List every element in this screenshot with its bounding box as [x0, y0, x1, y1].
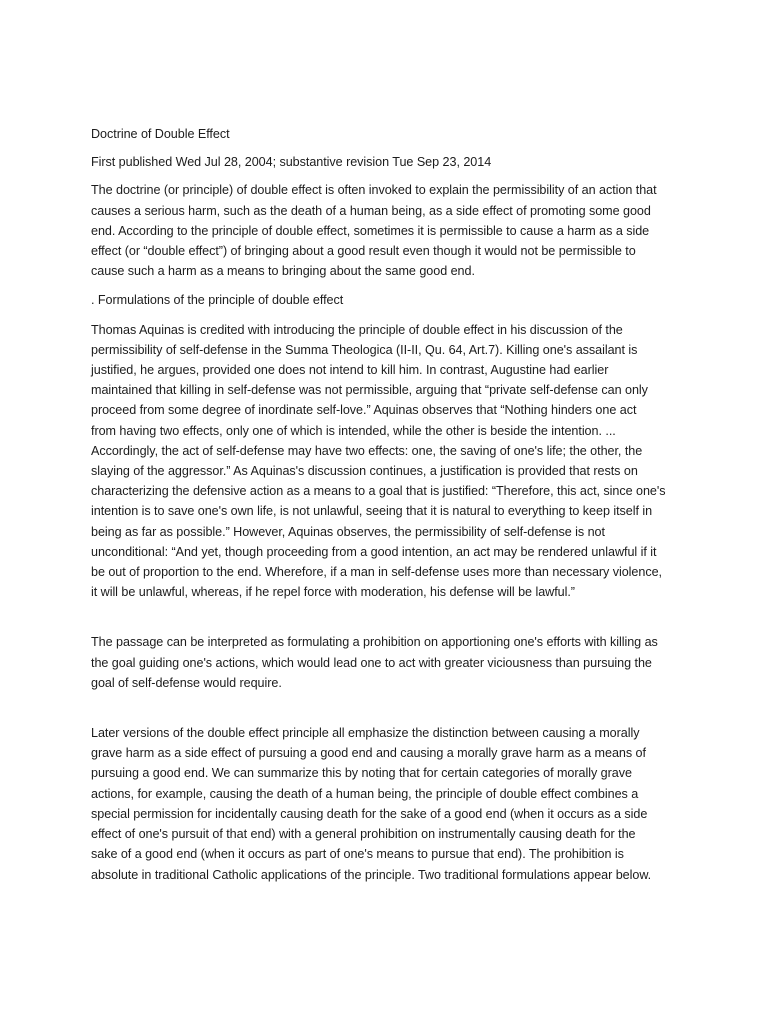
text-line: cause such a harm as a means to bringing about the same good end. [91, 264, 475, 279]
text-line: actions, for example, causing the death of a human being, the principle of double effect combines a [91, 786, 639, 801]
text-line: being as far as possible.” However, Aquinas observes, the permissibility of self-defense is not [91, 524, 605, 539]
paragraph-intro [91, 180, 691, 281]
text-line: be out of proportion to the end. Wherefore, if a man in self-defense uses more than necessary violence, [91, 565, 662, 580]
text-line: justified, he argues, provided one does not intend to kill him. In contrast, Augustine had earlier [91, 363, 609, 378]
text-line: slaying of the aggressor.” As Aquinas's discussion continues, a justification is provided that rests on [91, 464, 638, 479]
text-line: causes a serious harm, such as the death of a human being, as a side effect of promoting some good [91, 203, 651, 218]
text-line: maintained that killing in self-defense was not permissible, arguing that “private self-defense can only [91, 383, 648, 398]
text-line: end. According to the principle of double effect, sometimes it is permissible to cause a harm as a side [91, 223, 650, 238]
text-line: sake of a good end (when it occurs as part of one's means to pursue that end). The prohibition is [91, 847, 624, 862]
text-line: special permission for incidentally causing death for the sake of a good end (when it occurs as a side [91, 806, 648, 821]
text-line: The passage can be interpreted as formulating a prohibition on apportioning one's efforts with killing as [91, 635, 658, 650]
document-title: Doctrine of Double Effect [91, 127, 230, 141]
text-line: Later versions of the double effect principle all emphasize the distinction between causing a morally [91, 726, 640, 741]
text-line: . Formulations of the principle of double effect [91, 293, 344, 308]
text-line: pursuing a good end. We can summarize this by noting that for certain categories of morally grave [91, 766, 632, 781]
text-line: it will be unlawful, whereas, if he repel force with moderation, his defense will be lawful.” [91, 585, 575, 600]
text-line: goal of self-defense would require. [91, 675, 282, 690]
text-line: The doctrine (or principle) of double effect is often invoked to explain the permissibility of an action that [91, 183, 657, 198]
text-line: absolute in traditional Catholic applications of the principle. Two traditional formulations appear below. [91, 867, 652, 882]
text-line: permissibility of self-defense in the Summa Theologica (II-II, Qu. 64, Art.7). Killing one's assailant is [91, 342, 638, 357]
text-line: the goal guiding one's actions, which would lead one to act with greater viciousness than pursuing the [91, 655, 652, 670]
paragraph-interpretation [91, 632, 691, 693]
section-heading [91, 290, 691, 310]
text-line: effect (or “double effect”) of bringing about a good result even though it would not be permissible to [91, 244, 636, 259]
text-line: grave harm as a side effect of pursuing a good end and causing a morally grave harm as a means of [91, 746, 646, 761]
text-line: intention is to save one's own life, is not unlawful, seeing that it is natural to everything to keep itself in [91, 504, 653, 519]
document-page [91, 124, 691, 894]
text-line: characterizing the defensive action as a means to a goal that is justified: “Therefore, this act, since one's [91, 484, 666, 499]
paragraph-aquinas [91, 320, 691, 603]
text-line: Accordingly, the act of self-defense may have two effects: one, the saving of one's life; the other, the [91, 443, 643, 458]
text-line: proceed from some degree of inordinate self-love.” Aquinas observes that “Nothing hinders one act [91, 403, 637, 418]
text-line: effect of one's pursuit of that end) with a general prohibition on instrumentally causing death for the [91, 827, 636, 842]
publication-info: First published Wed Jul 28, 2004; substantive revision Tue Sep 23, 2014 [91, 155, 492, 170]
paragraph-later-versions [91, 723, 691, 885]
text-line: unconditional: “And yet, though proceeding from a good intention, an act may be rendered unlawful if it [91, 544, 657, 559]
text-line: from having two effects, only one of which is intended, while the other is beside the intention. ... [91, 423, 616, 438]
text-line: Thomas Aquinas is credited with introducing the principle of double effect in his discussion of the [91, 322, 623, 337]
